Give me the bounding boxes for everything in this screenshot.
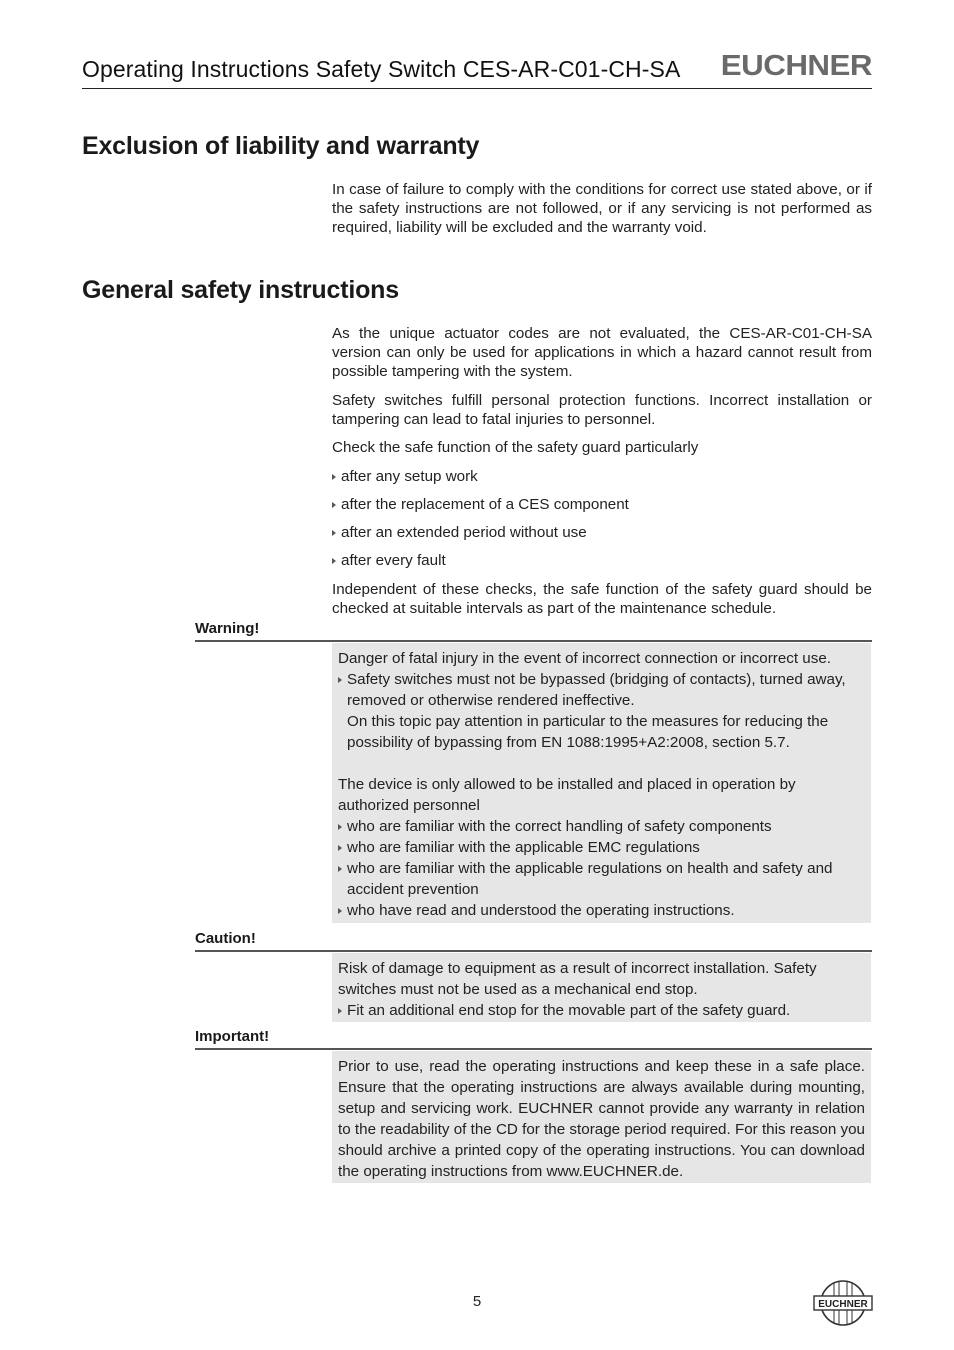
warning-rule	[195, 640, 872, 642]
bullet-arrow-icon	[338, 845, 342, 851]
warning-label: Warning!	[195, 620, 260, 637]
caution-rule	[195, 950, 872, 952]
heading-safety: General safety instructions	[82, 276, 399, 304]
document-title: Operating Instructions Safety Switch CES-AR-C01-CH-SA	[82, 56, 681, 82]
bullet-arrow-icon	[332, 474, 336, 480]
important-label: Important!	[195, 1028, 270, 1045]
important-rule	[195, 1048, 872, 1050]
seal-text: EUCHNER	[818, 1299, 868, 1310]
important-text: Prior to use, read the operating instructions and keep these in a safe place. Ensure that the operating instructions are always available during mounting, setup and servicing work. EUCHNER cannot provide any warranty in relation to the readability of the CD for the storage period required. For this reason you should archive a printed copy of the operating instructions. You can download the operating instructions from www.EUCHNER.de.	[338, 1058, 865, 1180]
warning-bullet: who are familiar with the applicable regulations on health and safety and accident prevention	[338, 858, 865, 900]
caution-bullet: Fit an additional end stop for the movable part of the safety guard.	[338, 1000, 865, 1021]
caution-label: Caution!	[195, 930, 256, 947]
important-box	[332, 1051, 871, 1183]
warning-line: Danger of fatal injury in the event of incorrect connection or incorrect use.	[338, 650, 832, 667]
bullet-arrow-icon	[332, 530, 336, 536]
warning-line: The device is only allowed to be installed and placed in operation by authorized personnel	[338, 776, 796, 814]
page-header	[82, 50, 872, 89]
caution-line: Risk of damage to equipment as a result of incorrect installation. Safety switches must not be used as a mechanical end stop.	[338, 960, 817, 998]
bullet-arrow-icon	[338, 866, 342, 872]
bullet-arrow-icon	[332, 558, 336, 564]
warning-bullet: who are familiar with the applicable EMC regulations	[338, 837, 865, 858]
bullet-arrow-icon	[338, 677, 342, 683]
safety-bullet: after an extended period without use	[332, 523, 872, 542]
safety-paragraph-2: Safety switches fulfill personal protection functions. Incorrect installation or tampering can lead to fatal injuries to personnel.	[332, 392, 872, 428]
bullet-arrow-icon	[338, 1008, 342, 1014]
bullet-arrow-icon	[332, 502, 336, 508]
liability-text: In case of failure to comply with the conditions for correct use stated above, or if the safety instructions are not followed, or if any servicing is not performed as required, liability will be excluded and the warranty void.	[332, 181, 872, 236]
warning-bullet: who are familiar with the correct handling of safety components	[338, 816, 865, 837]
safety-paragraph-3: Check the safe function of the safety guard particularly	[332, 439, 699, 456]
safety-paragraph-4: Independent of these checks, the safe function of the safety guard should be checked at suitable intervals as part of the maintenance schedule.	[332, 581, 872, 617]
safety-bullet: after any setup work	[332, 467, 872, 486]
caution-box	[332, 953, 871, 1022]
warning-bullet: Safety switches must not be bypassed (bridging of contacts), turned away, removed or otherwise rendered ineffective.	[338, 669, 865, 711]
euchner-logo: EUCHNER	[720, 50, 872, 82]
bullet-arrow-icon	[338, 824, 342, 830]
warning-box	[332, 643, 871, 923]
bullet-arrow-icon	[338, 908, 342, 914]
warning-bullet: who have read and understood the operating instructions.	[338, 900, 865, 921]
safety-paragraph-1: As the unique actuator codes are not evaluated, the CES-AR-C01-CH-SA version can only be used for applications in which a hazard cannot result from possible tampering with the system.	[332, 325, 872, 380]
euchner-seal-logo	[812, 1278, 874, 1328]
heading-liability: Exclusion of liability and warranty	[82, 132, 480, 160]
warning-bullet-continuation: On this topic pay attention in particular to the measures for reducing the possibility of bypassing from EN 1088:1995+A2:2008, section 5.7.	[347, 713, 829, 751]
page-number: 5	[472, 1293, 482, 1310]
safety-bullet: after the replacement of a CES component	[332, 495, 872, 514]
safety-bullet: after every fault	[332, 551, 872, 570]
